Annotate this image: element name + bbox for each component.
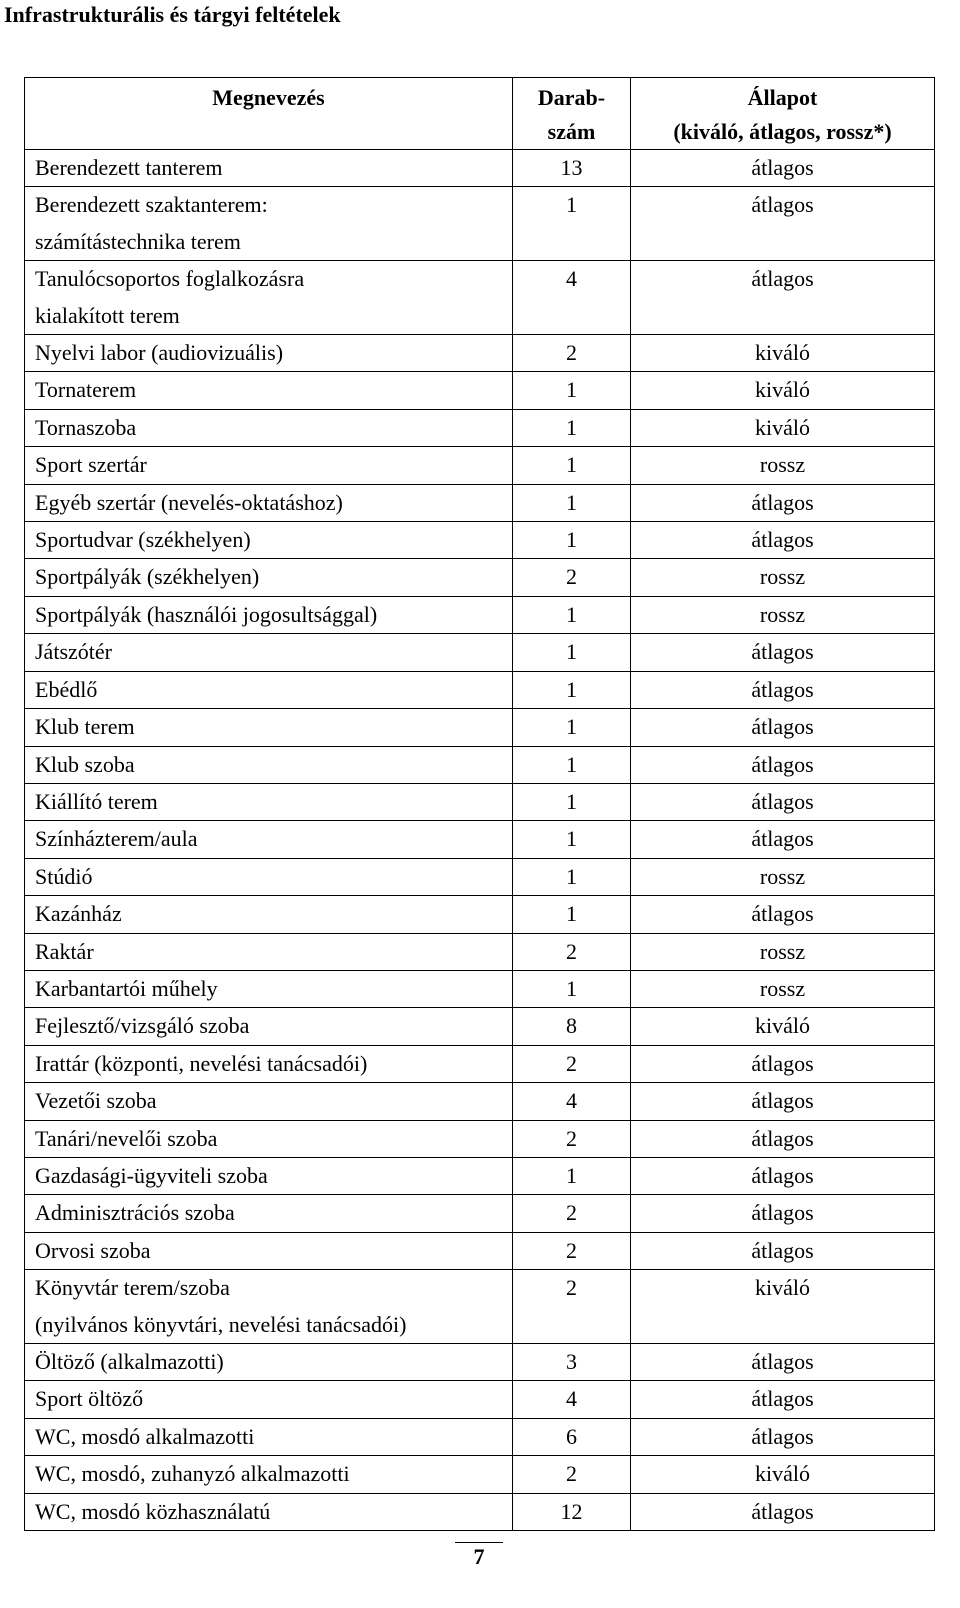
facility-name: Adminisztrációs szoba — [35, 1200, 235, 1226]
facility-name-cell — [25, 709, 513, 746]
table-row — [25, 522, 935, 559]
table-row — [25, 409, 935, 446]
facility-name-cell — [25, 522, 513, 559]
facility-name-cell — [25, 335, 513, 372]
facility-state: átlagos — [631, 709, 935, 746]
facility-count: 1 — [513, 709, 631, 746]
facility-name-cell — [25, 1493, 513, 1530]
facility-name: Sport szertár — [35, 452, 147, 478]
facility-count: 1 — [513, 858, 631, 895]
facility-name: WC, mosdó, zuhanyzó alkalmazotti — [35, 1461, 350, 1487]
facility-name-cell — [25, 447, 513, 484]
table-row — [25, 821, 935, 858]
facility-count: 2 — [513, 933, 631, 970]
facility-name: számítástechnika terem — [35, 228, 241, 254]
facility-count: 2 — [513, 1270, 631, 1344]
table-header-row — [25, 78, 935, 150]
facility-count: 1 — [513, 372, 631, 409]
table-row — [25, 150, 935, 187]
table-row — [25, 335, 935, 372]
facility-name: Gazdasági-ügyviteli szoba — [35, 1162, 268, 1188]
table-body — [25, 150, 935, 1531]
table-row — [25, 1120, 935, 1157]
facility-name: Sportpályák (használói jogosultsággal) — [35, 601, 378, 627]
facility-count: 1 — [513, 596, 631, 633]
facility-state: átlagos — [631, 187, 935, 261]
facility-count: 1 — [513, 447, 631, 484]
facility-count: 2 — [513, 1045, 631, 1082]
facility-state: rossz — [631, 559, 935, 596]
facility-name-cell — [25, 1344, 513, 1381]
facility-name: Klub szoba — [35, 751, 135, 777]
facility-name-cell — [25, 1418, 513, 1455]
facility-name-cell — [25, 746, 513, 783]
header-state — [631, 78, 935, 150]
facility-state: átlagos — [631, 821, 935, 858]
facility-name: Sportudvar (székhelyen) — [35, 527, 251, 553]
facility-count: 4 — [513, 1083, 631, 1120]
facility-count: 1 — [513, 187, 631, 261]
table-row — [25, 1195, 935, 1232]
facility-state: kiváló — [631, 372, 935, 409]
table-row — [25, 671, 935, 708]
facility-name: Sport öltöző — [35, 1386, 144, 1412]
facility-name: Tornaterem — [35, 377, 137, 403]
table-row — [25, 1157, 935, 1194]
facility-name-cell — [25, 634, 513, 671]
facility-name: Berendezett szaktanterem: — [35, 192, 268, 218]
facility-state: kiváló — [631, 409, 935, 446]
table-row — [25, 484, 935, 521]
facility-name: Irattár (központi, nevelési tanácsadói) — [35, 1050, 368, 1076]
facility-state: átlagos — [631, 1083, 935, 1120]
facility-name-cell — [25, 1083, 513, 1120]
table-row — [25, 596, 935, 633]
facility-state: átlagos — [631, 1045, 935, 1082]
facility-state: rossz — [631, 596, 935, 633]
header-state-label-line2: (kiváló, átlagos, rossz*) — [673, 119, 892, 144]
table-row — [25, 1418, 935, 1455]
facility-name: Tanári/nevelői szoba — [35, 1125, 218, 1151]
facility-state: átlagos — [631, 783, 935, 820]
facility-state: kiváló — [631, 335, 935, 372]
facility-name: Tanulócsoportos foglalkozásra — [35, 266, 305, 292]
table-row — [25, 1344, 935, 1381]
table-row — [25, 858, 935, 895]
facility-state: kiváló — [631, 1008, 935, 1045]
table-row — [25, 1270, 935, 1344]
facility-count: 2 — [513, 1195, 631, 1232]
facilities-table — [24, 77, 935, 1531]
facility-count: 6 — [513, 1418, 631, 1455]
facility-state: rossz — [631, 970, 935, 1007]
facility-count: 1 — [513, 1157, 631, 1194]
facility-name-cell — [25, 409, 513, 446]
facility-count: 2 — [513, 1456, 631, 1493]
facility-name: Sportpályák (székhelyen) — [35, 564, 260, 590]
table-row — [25, 1008, 935, 1045]
facility-state: átlagos — [631, 896, 935, 933]
facility-count: 1 — [513, 746, 631, 783]
facility-name-cell — [25, 783, 513, 820]
facility-count: 1 — [513, 970, 631, 1007]
facility-name-cell — [25, 372, 513, 409]
table-row — [25, 1493, 935, 1530]
facility-name-cell — [25, 596, 513, 633]
facility-state: átlagos — [631, 1157, 935, 1194]
facility-name-cell — [25, 187, 513, 261]
facility-name: Ebédlő — [35, 676, 98, 702]
table-row — [25, 261, 935, 335]
facility-state: kiváló — [631, 1270, 935, 1344]
table-row — [25, 896, 935, 933]
facility-state: átlagos — [631, 634, 935, 671]
facility-count: 1 — [513, 484, 631, 521]
facility-name: Könyvtár terem/szoba — [35, 1275, 230, 1301]
table-row — [25, 187, 935, 261]
header-name — [25, 78, 513, 150]
facility-name-cell — [25, 970, 513, 1007]
facility-state: kiváló — [631, 1456, 935, 1493]
facility-name: Vezetői szoba — [35, 1088, 157, 1114]
header-count — [513, 78, 631, 150]
facility-name-cell — [25, 261, 513, 335]
facility-state: átlagos — [631, 1493, 935, 1530]
facility-name-cell — [25, 821, 513, 858]
facility-name-cell — [25, 559, 513, 596]
table-row — [25, 559, 935, 596]
facility-name-cell — [25, 150, 513, 187]
facility-count: 13 — [513, 150, 631, 187]
facility-state: átlagos — [631, 1120, 935, 1157]
table-row — [25, 372, 935, 409]
facility-count: 1 — [513, 409, 631, 446]
facility-count: 2 — [513, 1232, 631, 1269]
facility-name-cell — [25, 1232, 513, 1269]
page-heading: Infrastrukturális és tárgyi feltételek — [4, 2, 341, 27]
table-row — [25, 933, 935, 970]
facility-name-cell — [25, 1270, 513, 1344]
facility-name: Klub terem — [35, 714, 135, 740]
table-row — [25, 709, 935, 746]
facility-state: átlagos — [631, 1418, 935, 1455]
facility-name: Játszótér — [35, 639, 112, 665]
facility-state: átlagos — [631, 746, 935, 783]
facility-name: Nyelvi labor (audiovizuális) — [35, 340, 284, 366]
facility-count: 1 — [513, 821, 631, 858]
facility-name-cell — [25, 1045, 513, 1082]
table-row — [25, 1045, 935, 1082]
facility-name: Berendezett tanterem — [35, 155, 223, 180]
facility-name-cell — [25, 1195, 513, 1232]
facility-state: rossz — [631, 858, 935, 895]
facility-name-cell — [25, 1456, 513, 1493]
facility-count: 2 — [513, 559, 631, 596]
facility-name-cell — [25, 1008, 513, 1045]
facility-name-cell — [25, 484, 513, 521]
facility-name: Karbantartói műhely — [35, 975, 218, 1001]
facility-count: 3 — [513, 1344, 631, 1381]
facility-count: 1 — [513, 896, 631, 933]
facility-name: Raktár — [35, 938, 94, 964]
facility-name: Tornaszoba — [35, 414, 137, 440]
facility-name: Egyéb szertár (nevelés-oktatáshoz) — [35, 489, 343, 515]
facility-name-cell — [25, 1381, 513, 1418]
facility-state: rossz — [631, 447, 935, 484]
table-row — [25, 783, 935, 820]
facility-name-cell — [25, 1120, 513, 1157]
facility-count: 1 — [513, 783, 631, 820]
header-name-label: Megnevezés — [212, 85, 325, 110]
table-row — [25, 1232, 935, 1269]
table-row — [25, 447, 935, 484]
facility-state: átlagos — [631, 261, 935, 335]
facility-state: átlagos — [631, 1195, 935, 1232]
facility-count: 8 — [513, 1008, 631, 1045]
facility-count: 1 — [513, 634, 631, 671]
facility-count: 2 — [513, 1120, 631, 1157]
table-row — [25, 1083, 935, 1120]
facility-name: Öltöző (alkalmazotti) — [35, 1349, 224, 1374]
facility-count: 1 — [513, 671, 631, 708]
table-row — [25, 634, 935, 671]
facility-name: Kiállító terem — [35, 788, 158, 814]
facility-name: (nyilvános könyvtári, nevelési tanácsadói) — [35, 1311, 407, 1337]
table-row — [25, 970, 935, 1007]
facility-state: átlagos — [631, 522, 935, 559]
facility-name: WC, mosdó alkalmazotti — [35, 1423, 255, 1449]
header-count-label-line2: szám — [547, 119, 596, 144]
facility-name: Orvosi szoba — [35, 1237, 151, 1263]
page-number: 7 — [473, 1544, 485, 1569]
facility-name-cell — [25, 896, 513, 933]
header-state-label-line1: Állapot — [747, 85, 818, 110]
facility-name: Stúdió — [35, 863, 93, 889]
table-row — [25, 1456, 935, 1493]
table-row — [25, 1381, 935, 1418]
facility-name-cell — [25, 1157, 513, 1194]
facility-name: Fejlesztő/vizsgáló szoba — [35, 1013, 250, 1039]
facility-count: 2 — [513, 335, 631, 372]
facility-count: 4 — [513, 261, 631, 335]
facility-state: rossz — [631, 933, 935, 970]
facility-name-cell — [25, 933, 513, 970]
facility-name: kialakított terem — [35, 302, 180, 328]
facility-state: átlagos — [631, 1344, 935, 1381]
facility-name: WC, mosdó közhasználatú — [35, 1498, 271, 1524]
table-row — [25, 746, 935, 783]
facility-state: átlagos — [631, 150, 935, 187]
facility-name: Kazánház — [35, 901, 122, 927]
facility-count: 4 — [513, 1381, 631, 1418]
facility-count: 1 — [513, 522, 631, 559]
facility-name-cell — [25, 858, 513, 895]
facility-state: átlagos — [631, 1232, 935, 1269]
facility-state: átlagos — [631, 671, 935, 708]
facility-state: átlagos — [631, 1381, 935, 1418]
facility-count: 12 — [513, 1493, 631, 1530]
header-count-label-line1: Darab- — [537, 85, 606, 110]
facility-name-cell — [25, 671, 513, 708]
facility-name: Színházterem/aula — [35, 826, 198, 852]
facility-state: átlagos — [631, 484, 935, 521]
